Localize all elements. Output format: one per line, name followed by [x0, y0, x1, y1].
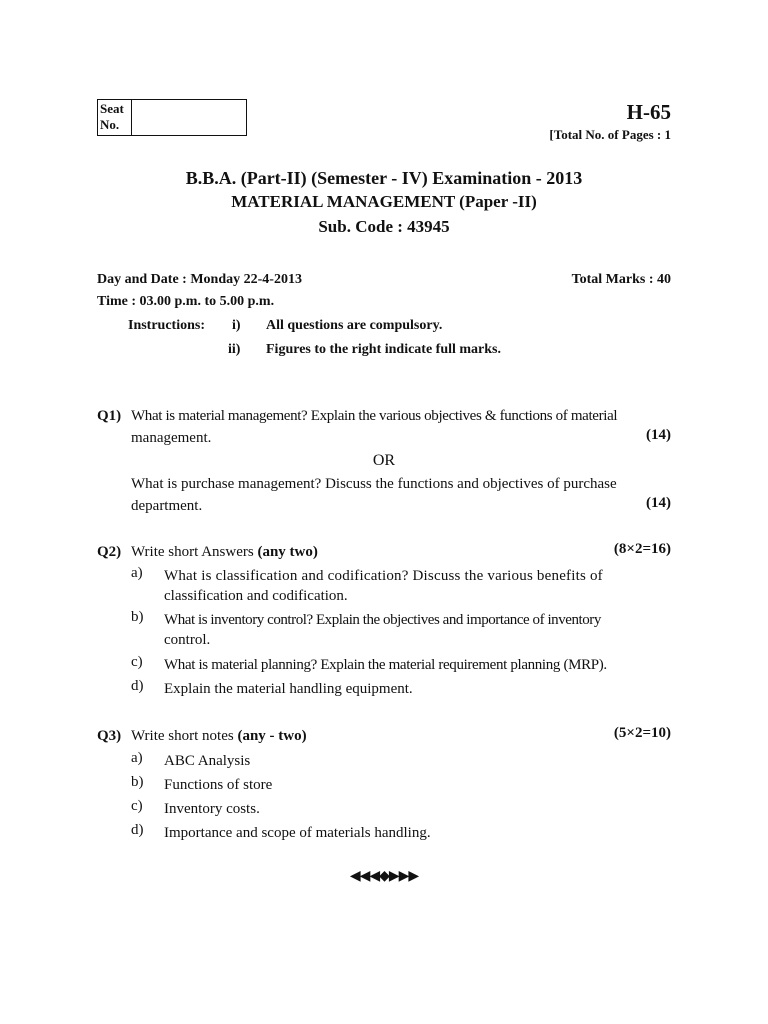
question-lead-bold: (any - two): [237, 728, 307, 744]
question-text: management.: [131, 430, 212, 446]
sub-question-text: ABC Analysis: [164, 753, 251, 769]
seat-number-box: [97, 99, 247, 136]
question-number: Q1): [97, 408, 122, 424]
paper-code: H-65: [626, 100, 671, 124]
sub-question-text: control.: [164, 632, 211, 648]
question-marks: (5×2=10): [613, 725, 671, 741]
exam-time: Time : 03.00 p.m. to 5.00 p.m.: [97, 294, 275, 309]
question-number: Q3): [97, 728, 122, 744]
subject-title: MATERIAL MANAGEMENT (Paper -II): [231, 192, 537, 211]
question-text: department.: [131, 498, 203, 514]
or-separator: OR: [372, 452, 396, 469]
sub-question-text: What is classification and codification? Discuss the various benefits of: [164, 568, 603, 584]
sub-question-label: b): [131, 774, 144, 790]
question-lead-text: Write short notes: [131, 728, 238, 744]
sub-question-label: a): [131, 565, 143, 581]
question-lead-text: Write short Answers: [131, 544, 258, 560]
question-lead-bold: (any two): [257, 544, 318, 560]
sub-question-label: c): [131, 654, 143, 670]
total-marks: Total Marks : 40: [571, 272, 671, 287]
question-text: What is material management? Explain the various objectives & functions of material: [131, 408, 618, 424]
sub-question-text: Inventory costs.: [164, 801, 260, 817]
sub-question-label: a): [131, 750, 143, 766]
day-and-date: Day and Date : Monday 22-4-2013: [97, 272, 302, 287]
question-lead: [131, 725, 307, 747]
sub-question-label: d): [131, 678, 144, 694]
instruction-text: All questions are compulsory.: [266, 318, 443, 333]
sub-question-text: Importance and scope of materials handling.: [164, 825, 431, 841]
sub-question-text: Explain the material handling equipment.: [164, 681, 413, 697]
question-text: What is purchase management? Discuss the functions and objectives of purchase: [131, 476, 617, 492]
sub-question-text: What is material planning? Explain the material requirement planning (MRP).: [164, 657, 607, 673]
subject-code: Sub. Code : 43945: [318, 217, 450, 236]
question-number: Q2): [97, 544, 122, 560]
sub-question-text: classification and codification.: [164, 588, 348, 604]
instruction-number: i): [232, 318, 241, 333]
instruction-number: ii): [228, 342, 241, 357]
total-pages: [Total No. of Pages : 1: [549, 127, 671, 142]
question-marks: (8×2=16): [613, 541, 671, 557]
question-marks: (14): [646, 427, 671, 443]
sub-question-label: c): [131, 798, 143, 814]
sub-question-text: What is inventory control? Explain the objectives and importance of inventory: [164, 612, 601, 628]
seat-label: Seat No.: [98, 100, 132, 135]
exam-title: B.B.A. (Part-II) (Semester - IV) Examination - 2013: [185, 168, 583, 188]
end-of-paper-mark: ◀◀◀◆▶▶▶: [349, 869, 419, 884]
sub-question-text: Functions of store: [164, 777, 273, 793]
instructions-label: Instructions:: [128, 318, 206, 333]
question-marks: (14): [646, 495, 671, 511]
instruction-text: Figures to the right indicate full marks.: [266, 342, 502, 357]
sub-question-label: b): [131, 609, 144, 625]
sub-question-label: d): [131, 822, 144, 838]
question-lead: [131, 541, 318, 563]
